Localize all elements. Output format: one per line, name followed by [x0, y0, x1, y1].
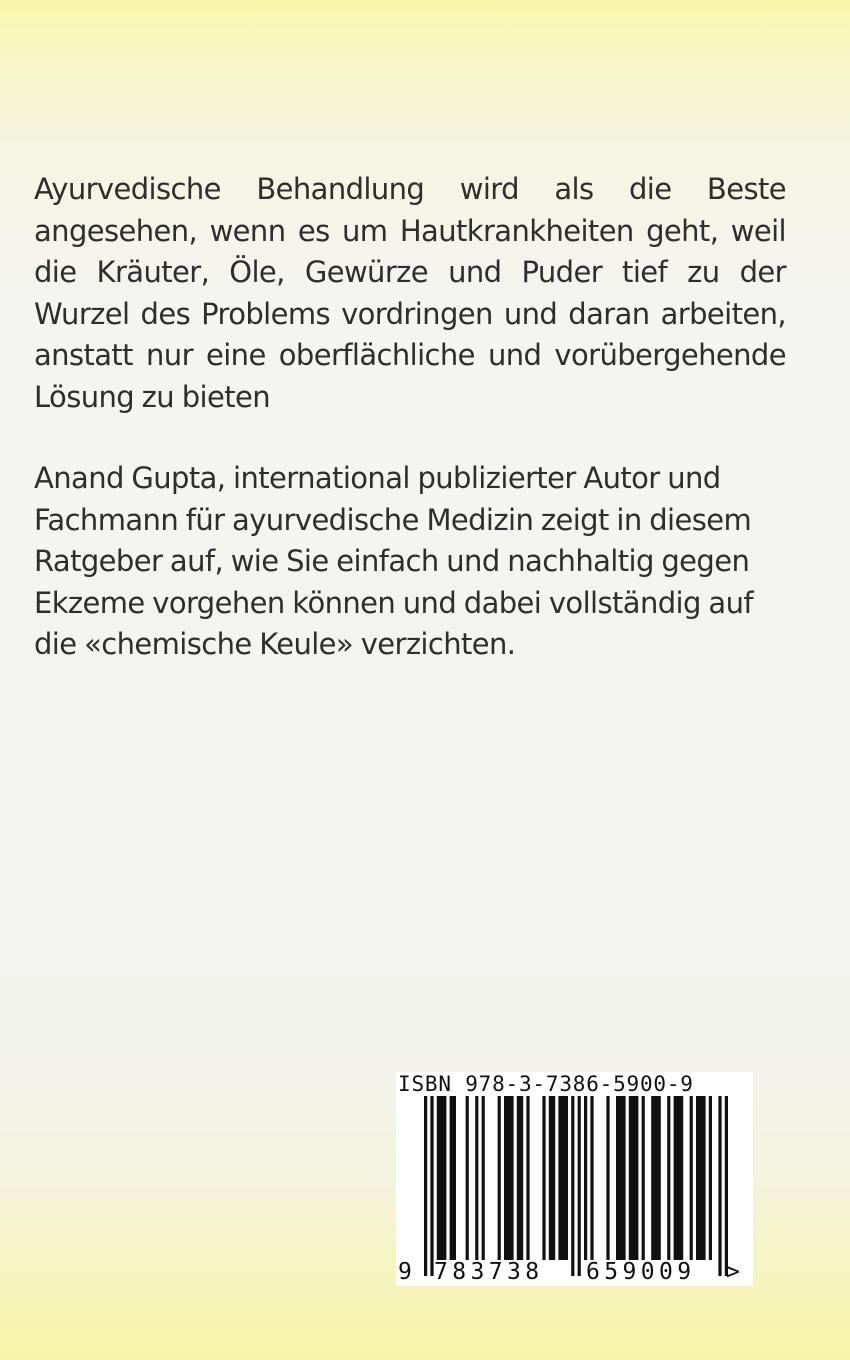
barcode-guard-bar [424, 1096, 427, 1276]
barcode-bar [549, 1096, 555, 1260]
barcode-bar [651, 1096, 661, 1260]
barcode-bar [504, 1096, 514, 1260]
barcode-bar [542, 1096, 545, 1260]
barcode-digit-lead: 9 [398, 1259, 412, 1285]
barcode-bar [517, 1096, 523, 1260]
barcode-bar [629, 1096, 639, 1260]
barcode-bar [696, 1096, 706, 1260]
barcode-digits-right: 659009 [586, 1259, 696, 1285]
barcode-bar [584, 1096, 587, 1260]
barcode-bar [642, 1096, 645, 1260]
barcode-bar [558, 1096, 568, 1260]
barcode-guard-bar [578, 1096, 581, 1276]
barcode-bars [396, 1072, 753, 1286]
barcode-guard-bar [571, 1096, 574, 1276]
barcode-bar [590, 1096, 593, 1260]
barcode-guard-bar [430, 1096, 433, 1276]
barcode-digits-left: 783738 [434, 1259, 544, 1285]
blurb-paragraph-2: Anand Gupta, international publizierter Autor und Fachmann für ayurvedische Medizin zeigt in diesem Ratgeber auf, wie Sie einfach und nachhaltig gegen Ekzeme vorgehen können und dabei vollständig auf die «chemische Keule» verzichten. [34, 461, 753, 661]
barcode-bar [674, 1096, 684, 1260]
barcode-bar [606, 1096, 609, 1260]
barcode-bar [709, 1096, 712, 1260]
barcode-bar [667, 1096, 670, 1260]
barcode-bar [690, 1096, 693, 1260]
barcode-guard-bar [718, 1096, 721, 1276]
barcode-bar [482, 1096, 485, 1260]
blurb-paragraph-1: Ayurvedische Behandlung wird als die Beste angesehen, wenn es um Hautkrankheiten geht, weil die Kräuter, Öle, Gewürze und Puder tief zu der Wurzel des Problems vordringen und daran arbeiten, anstatt nur eine oberflächliche und vorübergehende Lösung zu bieten [34, 172, 786, 414]
barcode-guard-bar [725, 1096, 728, 1276]
isbn-label: ISBN 978-3-7386-5900-9 [398, 1072, 694, 1096]
barcode-bar [466, 1096, 469, 1260]
barcode-bar [616, 1096, 626, 1260]
barcode-bar [450, 1096, 456, 1260]
barcode-bar [526, 1096, 529, 1260]
barcode-bar [437, 1096, 447, 1260]
isbn-barcode [396, 1072, 753, 1286]
barcode-bar [498, 1096, 501, 1260]
barcode-bar [475, 1096, 478, 1260]
barcode-quiet-zone-marker: > [726, 1259, 740, 1285]
